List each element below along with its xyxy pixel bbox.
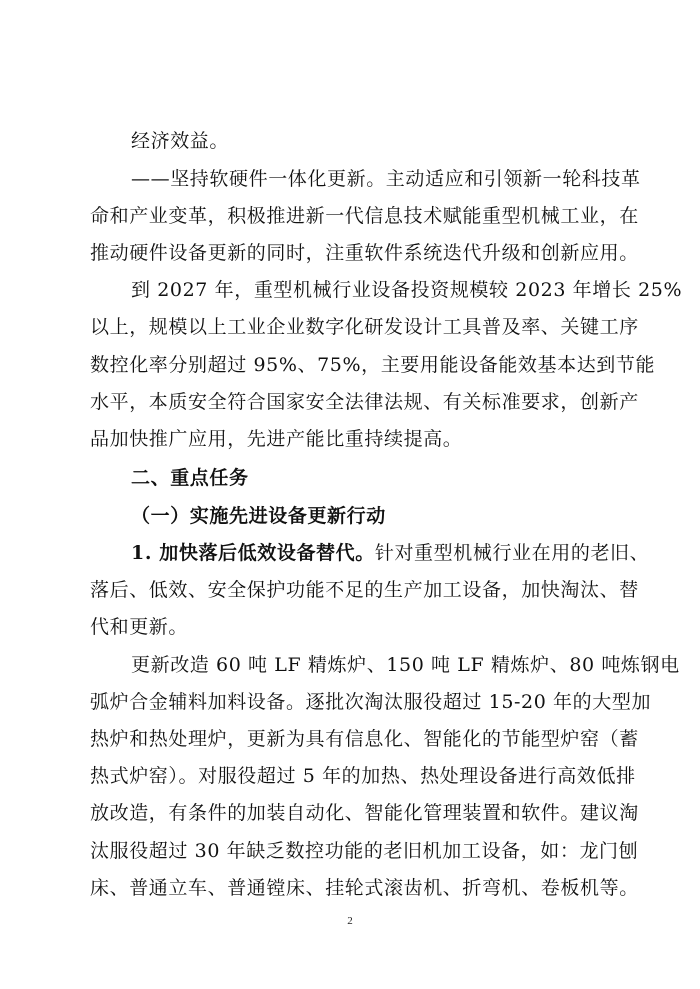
paragraph-line: 以上，规模以上工业企业数字化研发设计工具普及率、关键工序 — [90, 316, 639, 338]
paragraph-line: 水平，本质安全符合国家安全法律法规、有关标准要求，创新产 — [90, 391, 639, 413]
paragraph-line: 热炉和热处理炉，更新为具有信息化、智能化的节能型炉窑（蓄 — [90, 728, 639, 750]
paragraph-line: 品加快推广应用，先进产能比重持续提高。 — [90, 428, 463, 450]
paragraph-line: 汰服役超过 30 年缺乏数控功能的老旧机加工设备，如：龙门刨 — [90, 840, 639, 862]
paragraph-line: 命和产业变革，积极推进新一代信息技术赋能重型机械工业，在 — [90, 205, 639, 227]
paragraph-line: 数控化率分别超过 95%、75%，主要用能设备能效基本达到节能 — [90, 354, 656, 376]
paragraph-line: ——坚持软硬件一体化更新。主动适应和引领新一轮科技革 — [131, 168, 641, 190]
item-1-lead: 1. 加快落后低效设备替代。 — [131, 542, 375, 564]
page-number: 2 — [347, 915, 353, 927]
paragraph-line: 经济效益。 — [131, 130, 230, 152]
paragraph-line: 落后、低效、安全保护功能不足的生产加工设备，加快淘汰、替 — [90, 579, 639, 601]
paragraph-line: 代和更新。 — [90, 616, 189, 638]
paragraph-line: 推动硬件设备更新的同时，注重软件系统迭代升级和创新应用。 — [90, 242, 639, 264]
section-heading: 二、重点任务 — [131, 467, 249, 489]
item-1-first-line — [131, 540, 650, 566]
paragraph-line: 更新改造 60 吨 LF 精炼炉、150 吨 LF 精炼炉、80 吨炼钢电 — [131, 654, 680, 676]
paragraph-line: 热式炉窑）。对服役超过 5 年的加热、热处理设备进行高效低排 — [90, 765, 636, 787]
paragraph-line: 弧炉合金辅料加料设备。逐批次淘汰服役超过 15-20 年的大型加 — [90, 691, 652, 713]
paragraph-line: 到 2027 年，重型机械行业设备投资规模较 2023 年增长 25% — [131, 279, 683, 301]
subsection-heading: （一）实施先进设备更新行动 — [131, 505, 386, 527]
paragraph-line: 床、普通立车、普通镗床、挂轮式滚齿机、折弯机、卷板机等。 — [90, 877, 639, 899]
item-1-text: 针对重型机械行业在用的老旧、 — [374, 542, 650, 564]
paragraph-line: 放改造，有条件的加装自动化、智能化管理装置和软件。建议淘 — [90, 802, 639, 824]
